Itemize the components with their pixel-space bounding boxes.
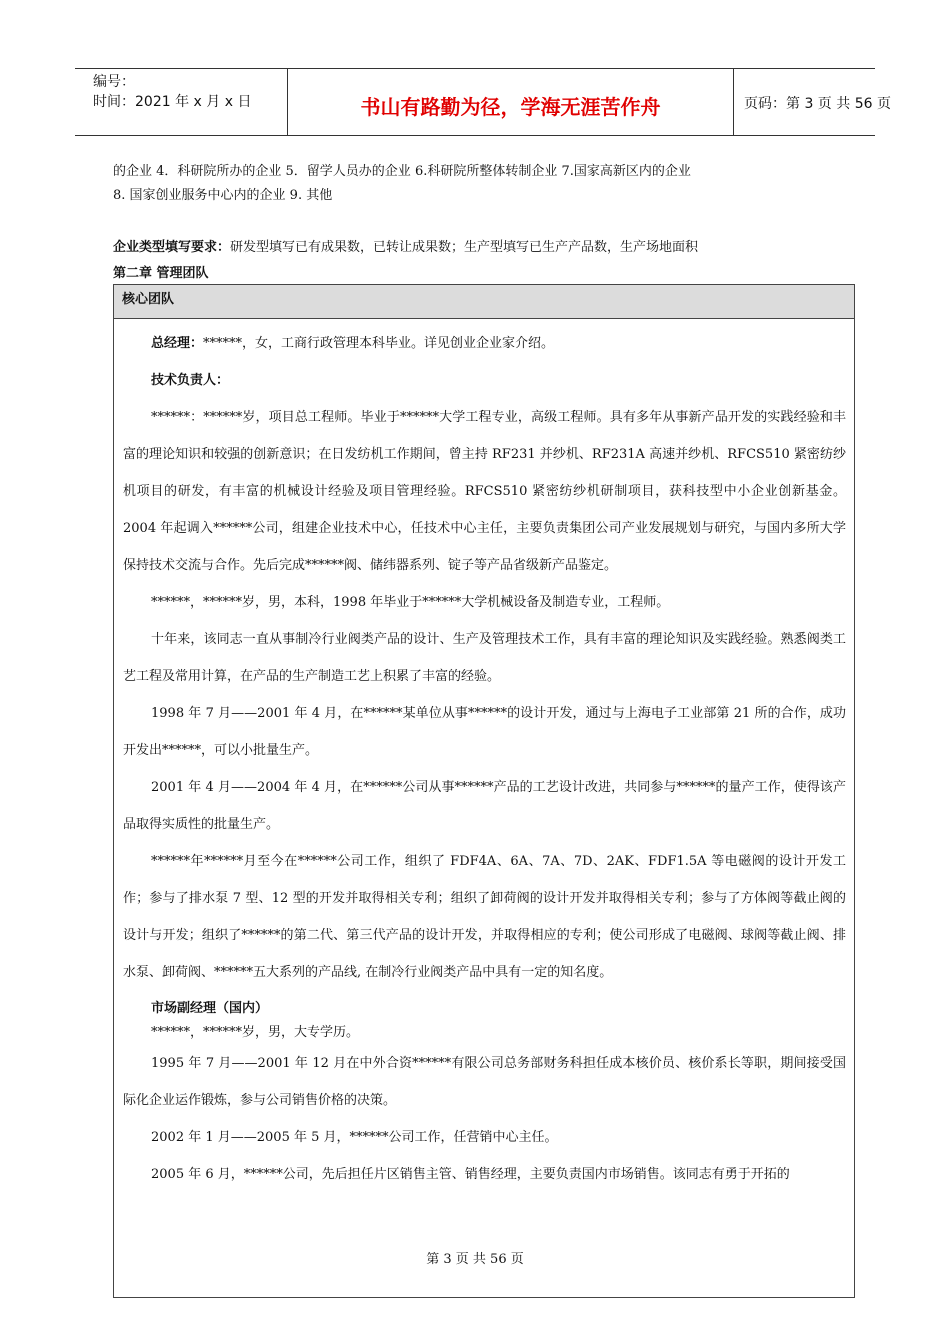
tech-lead-bio-4: 1998 年 7 月——2001 年 4 月，在******某单位从事******的设计开发，通过与上海电子工业部第 21 所的合作，成功开发出******，可以小批量生产。 (123, 706, 846, 758)
document-time-label: 时间：2021 年 x 月 x 日 (93, 94, 252, 110)
fill-requirement-label: 企业类型填写要求： (113, 240, 231, 255)
tech-lead-label: 技术负责人： (151, 373, 230, 388)
general-manager-paragraph (123, 325, 846, 362)
core-team-body (114, 319, 854, 1193)
enterprise-type-line-1: 的企业 4．科研院所办的企业 5．留学人员办的企业 6.科研院所整体转制企业 7.国家高新区内的企业 (113, 164, 691, 179)
fill-requirement-text: 研发型填写已有成果数，已转让成果数；生产型填写已生产产品数，生产场地面积 (230, 240, 699, 255)
core-team-table (113, 284, 855, 1298)
chapter-heading: 第二章 管理团队 (113, 266, 209, 281)
market-manager-bio-1: ******，******岁，男，大专学历。 (151, 1025, 360, 1040)
general-manager-label: 总经理： (151, 336, 204, 351)
market-manager-label: 市场副经理（国内） (151, 1001, 269, 1016)
document-number-label: 编号： (93, 74, 135, 90)
header-motto-cell (287, 69, 734, 135)
market-manager-bio-3: 2002 年 1 月——2005 年 5 月，******公司工作，任营销中心主任。 (151, 1130, 558, 1145)
page-footer: 第 3 页 共 56 页 (426, 1252, 524, 1267)
page-header (75, 68, 891, 136)
header-motto: 书山有路勤为径，学海无涯苦作舟 (360, 95, 661, 119)
tech-lead-bio-2: ******，******岁，男，本科，1998 年毕业于******大学机械设备及制造专业，工程师。 (151, 595, 670, 610)
header-meta (75, 69, 287, 135)
market-manager-bio-4: 2005 年 6 月，******公司，先后担任片区销售主管、销售经理，主要负责国内市场销售。该同志有勇于开拓的 (151, 1167, 790, 1182)
fill-requirement (113, 236, 853, 260)
tech-lead-bio-5: 2001 年 4 月——2004 年 4 月，在******公司从事******产品的工艺设计改进，共同参与******的量产工作，使得该产品取得实质性的批量生产。 (123, 780, 846, 832)
tech-lead-bio-1: ******：******岁，项目总工程师。毕业于******大学工程专业，高级工程师。具有多年从事新产品开发的实践经验和丰富的理论知识和较强的创新意识；在日发纺机工作期间，曾主持 RF231 并纱机、RF231A 高速并纱机、RFCS510 紧密纺纱机项目的研发，有丰富的机械设计经验及项目管理经验。RFCS510 紧密纺纱机研制项目，获科技型中小企业创新基金。2004 年起调入******公司，组建企业技术中心，任技术中心主任，主要负责集团公司产业发展规划与研究，与国内多所大学保持技术交流与合作。先后完成******阀、储纬器系列、锭子等产品省级新产品鉴定。 (123, 410, 846, 573)
header-page-label: 页码：第 3 页 共 56 页 (744, 96, 891, 112)
enterprise-type-line-2: 8. 国家创业服务中心内的企业 9. 其他 (113, 188, 333, 203)
core-team-title: 核心团队 (114, 285, 854, 319)
tech-lead-bio-3: 十年来，该同志一直从事制冷行业阀类产品的设计、生产及管理技术工作，具有丰富的理论知识及实践经验。熟悉阀类工艺工程及常用计算，在产品的生产制造工艺上积累了丰富的经验。 (123, 632, 846, 684)
general-manager-text: ******，女，工商行政管理本科毕业。详见创业企业家介绍。 (203, 336, 555, 351)
tech-lead-bio-6: ******年******月至今在******公司工作，组织了 FDF4A、6A、7A、7D、2AK、FDF1.5A 等电磁阀的设计开发工作；参与了排水泵 7 型、12 型的开发并取得相关专利；组织了卸荷阀的设计开发并取得相关专利；参与了方体阀等截止阀的设计与开发；组织了******的第二代、第三代产品的设计开发，并取得相应的专利；使公司形成了电磁阀、球阀等截止阀、排水泵、卸荷阀、******五大系列的产品线, 在制冷行业阀类产品中具有一定的知名度。 (123, 854, 846, 980)
enterprise-type-options (113, 160, 853, 208)
market-manager-bio-2: 1995 年 7 月——2001 年 12 月在中外合资******有限公司总务部财务科担任成本核价员、核价系长等职，期间接受国际化企业运作锻炼，参与公司销售价格的决策。 (123, 1056, 846, 1108)
